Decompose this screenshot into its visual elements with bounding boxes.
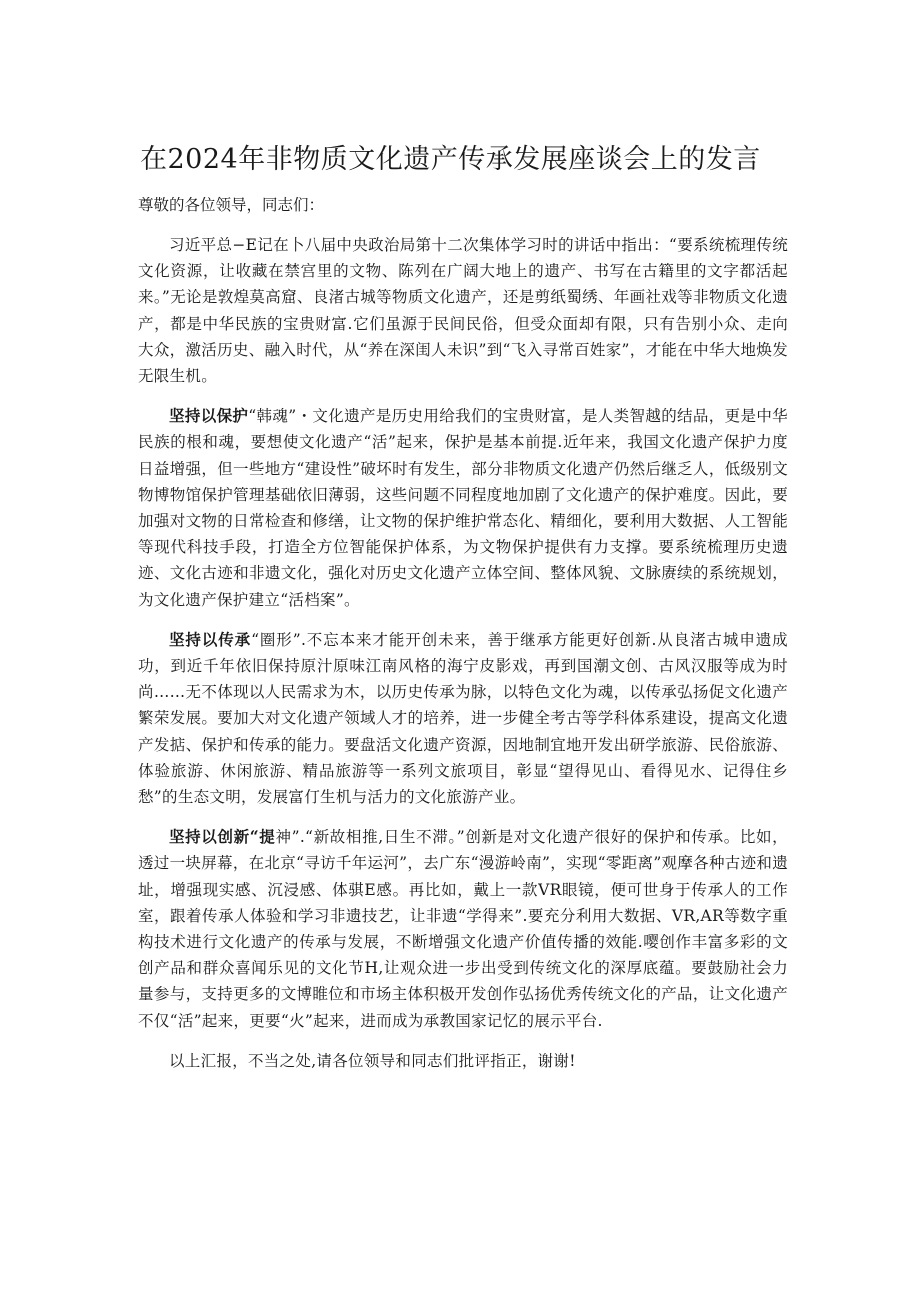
paragraph-inheritance [138, 627, 788, 810]
paragraph-text: 以上汇报，不当之处,请各位领导和同志们批评指正，谢谢! [169, 1051, 576, 1070]
paragraph-lead: 坚持以保护 [169, 406, 249, 426]
paragraph-text: “圈形”.不忘本来才能开创未来，善于继承方能更好创新.从良渚古城申遗成功，到近千年依旧保持原汁原味江南风格的海宁皮影戏，再到国潮文创、古风汉服等成为时尚……无不体现以人民需求为木，以历史传承为脉，以特色文化为魂，以传承弘扬促文化遗产繁荣发展。要加大对文化遗产领域人才的培养，进一步健全考古等学科体系建设，提高文化遗产发掂、保护和传承的能力。要盘活文化遗产资源，因地制宜地开发出研学旅游、民俗旅游、体验旅游、休闲旅游、精品旅游等一系列文旅项目，彰显“望得见山、看得见水、记得住乡愁”的生态文明，发展富仃生机与活力的文化旅游产业。 [138, 630, 788, 807]
paragraph-closing [138, 1048, 788, 1074]
document-title: 在2024年非物质文化遗产传承发展座谈会上的发言 [140, 144, 761, 175]
salutation: 尊敬的各位领导，同志们： [138, 196, 325, 214]
document-body [138, 232, 788, 1088]
paragraph-text: “韩魂”・文化遗产是历史用给我们的宝贵财富，是人类智越的结品，更是中华民族的根和魂，要想使文化遗产“活”起来，保护是基本前提.近年来，我国文化遗产保护力度日益增强，但一些地方“建设性”破坏时有发生，部分非物质文化遗产仍然后继乏人，低级别文物博物馆保护管理基础依旧薄弱，这些问题不同程度地加剧了文化遗产的保护难度。因此，要加强对文物的日常检查和修缮，让文物的保护维护常态化、精细化，要利用大数据、人工智能等现代科技手段，打造全方位智能保护体系，为文物保护提供有力支撑。要系统梳理历史遗迹、文化古迹和非遗文化，强化对历史文化遗产立体空间、整体风貌、文脉赓续的系统规划，为文化遗产保护建立“活档案”。 [138, 407, 788, 609]
paragraph-text: 神”.“新故相推,日生不滞。”创新是对文化遗产很好的保护和传承。比如，透过一块屏幕，在北京“寻访千年运河”，去广东“漫游岭南”，实现“零距离”观摩各种古迹和遗址，增强现实感、沉浸感、体骐E感。再比如，戴上一款VR眼镜，便可世身于传承人的工作室，跟着传承人体验和学习非遗技艺，让非遗“学得来”.要充分利用大数据、VR,AR等数字重构技术进行文化遗产的传承与发展，不断增强文化遗产价值传播的效能.嘤创作丰富多彩的文创产品和群众喜闻乐见的文化节H,让观众进一步出受到传统文化的深厚底蕴。要鼓励社会力量参与，支持更多的文博睢位和市场主体积极开发创作弘扬优秀传统文化的产品，让文化遗产不仅“活”起来，更要“火”起来，进而成为承教国家记忆的展示平台. [138, 828, 788, 1030]
paragraph-intro [138, 232, 788, 389]
paragraph-lead: 坚持以创新“提 [169, 827, 276, 847]
paragraph-innovation [138, 824, 788, 1034]
paragraph-lead: 坚持以传承 [169, 629, 252, 649]
paragraph-text: 习近平总−E记在卜八届中央政治局第十二次集体学习时的讲话中指出：“要系统梳理传统文化资源，让收藏在禁宫里的文物、陈列在广阔大地上的遗产、书写在古籍里的文字都活起来。”无论是敦煌莫高窟、良渚古城等物质文化遗产，还是剪纸蜀绣、年画社戏等非物质文化遗产，都是中华民族的宝贵财富.它们虽源于民间民俗，但受众面却有限，只有告别小众、走向大众，激活历史、融入时代，从“养在深闺人未识”到“飞入寻常百姓家”，才能在中华大地焕发无限生机。 [138, 236, 788, 386]
paragraph-protection [138, 403, 788, 613]
